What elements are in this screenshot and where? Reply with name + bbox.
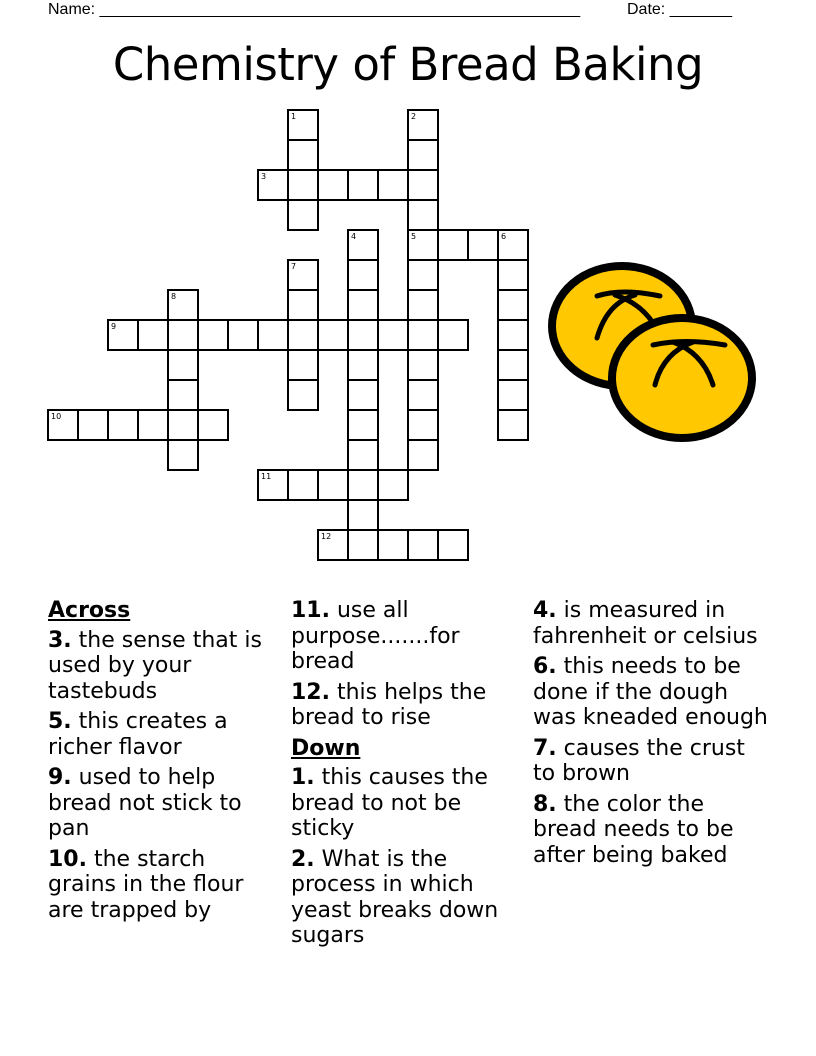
grid-cell[interactable] bbox=[287, 379, 319, 411]
grid-cell[interactable] bbox=[317, 169, 349, 201]
grid-cell[interactable] bbox=[167, 349, 199, 381]
grid-cell[interactable] bbox=[317, 529, 349, 561]
grid-cell[interactable] bbox=[317, 319, 349, 351]
grid-cell[interactable] bbox=[377, 169, 409, 201]
clue-across-10: 10. the starch grains in the flour are trapped by bbox=[48, 846, 244, 923]
grid-cell[interactable] bbox=[347, 379, 379, 411]
clue-number: 11 bbox=[261, 472, 272, 481]
grid-cell[interactable] bbox=[287, 349, 319, 381]
grid-cell[interactable] bbox=[137, 409, 169, 441]
grid-cell[interactable] bbox=[167, 409, 199, 441]
grid-cell[interactable] bbox=[287, 259, 319, 291]
clue-down-6: 6. this needs to be done if the dough was kneaded enough bbox=[533, 654, 768, 730]
grid-cell[interactable] bbox=[407, 169, 439, 201]
clue-number: 2 bbox=[411, 112, 417, 121]
clue-number: 5 bbox=[411, 232, 417, 241]
grid-cell[interactable] bbox=[287, 109, 319, 141]
clue-number: 12 bbox=[321, 532, 332, 541]
grid-cell[interactable] bbox=[257, 469, 289, 501]
grid-cell[interactable] bbox=[437, 319, 469, 351]
grid-cell[interactable] bbox=[407, 289, 439, 321]
grid-cell[interactable] bbox=[407, 409, 439, 441]
grid-cell[interactable] bbox=[497, 409, 529, 441]
clues-column-2 bbox=[291, 598, 521, 954]
crossword-grid bbox=[48, 110, 528, 570]
page-title: Chemistry of Bread Baking bbox=[112, 38, 704, 91]
grid-cell[interactable] bbox=[347, 499, 379, 531]
grid-cell[interactable] bbox=[407, 529, 439, 561]
grid-cell[interactable] bbox=[407, 319, 439, 351]
clue-down-1: 1. this causes the bread to not be sticky bbox=[291, 765, 488, 841]
grid-cell[interactable] bbox=[347, 469, 379, 501]
grid-cell[interactable] bbox=[287, 199, 319, 231]
grid-cell[interactable] bbox=[287, 469, 319, 501]
clue-across-11: 11. use all purpose.......for bread bbox=[291, 598, 460, 674]
grid-cell[interactable] bbox=[347, 439, 379, 471]
grid-cell[interactable] bbox=[347, 409, 379, 441]
grid-cell[interactable] bbox=[407, 199, 439, 231]
clue-number: 7 bbox=[291, 262, 297, 271]
grid-cell[interactable] bbox=[437, 229, 469, 261]
grid-cell[interactable] bbox=[377, 529, 409, 561]
down-heading: Down bbox=[291, 735, 361, 761]
grid-cell[interactable] bbox=[347, 289, 379, 321]
clue-down-2: 2. What is the process in which yeast breaks down sugars bbox=[291, 846, 499, 948]
grid-cell[interactable] bbox=[347, 319, 379, 351]
grid-cell[interactable] bbox=[287, 289, 319, 321]
clue-down-7: 7. causes the crust to brown bbox=[533, 735, 745, 786]
grid-cell[interactable] bbox=[407, 379, 439, 411]
name-field-label: Name: ______________________________________________________ bbox=[48, 1, 581, 18]
clues-column-1 bbox=[48, 598, 278, 928]
clue-number: 8 bbox=[171, 292, 177, 301]
clue-number: 3 bbox=[261, 172, 267, 181]
grid-cell[interactable] bbox=[467, 229, 499, 261]
grid-cell[interactable] bbox=[377, 469, 409, 501]
grid-cell[interactable] bbox=[167, 289, 199, 321]
grid-cell[interactable] bbox=[167, 439, 199, 471]
grid-cell[interactable] bbox=[107, 409, 139, 441]
grid-cell[interactable] bbox=[197, 409, 229, 441]
clue-down-4: 4. is measured in fahrenheit or celsius bbox=[533, 598, 758, 649]
clue-across-12: 12. this helps the bread to rise bbox=[291, 679, 487, 730]
clue-across-3: 3. the sense that is used by your tastebuds bbox=[48, 627, 262, 704]
grid-cell[interactable] bbox=[47, 409, 79, 441]
clue-number: 6 bbox=[501, 232, 507, 241]
grid-cell[interactable] bbox=[497, 289, 529, 321]
grid-cell[interactable] bbox=[497, 229, 529, 261]
grid-cell[interactable] bbox=[437, 529, 469, 561]
grid-cell[interactable] bbox=[197, 319, 229, 351]
grid-cell[interactable] bbox=[167, 379, 199, 411]
grid-cell[interactable] bbox=[167, 319, 199, 351]
grid-cell[interactable] bbox=[347, 229, 379, 261]
grid-cell[interactable] bbox=[107, 319, 139, 351]
grid-cell[interactable] bbox=[407, 259, 439, 291]
clue-number: 4 bbox=[351, 232, 357, 241]
grid-cell[interactable] bbox=[347, 169, 379, 201]
grid-cell[interactable] bbox=[497, 319, 529, 351]
grid-cell[interactable] bbox=[77, 409, 109, 441]
grid-cell[interactable] bbox=[407, 109, 439, 141]
grid-cell[interactable] bbox=[407, 439, 439, 471]
clue-across-5: 5. this creates a richer flavor bbox=[48, 709, 228, 760]
grid-cell[interactable] bbox=[347, 349, 379, 381]
grid-cell[interactable] bbox=[287, 139, 319, 171]
grid-cell[interactable] bbox=[257, 319, 289, 351]
grid-cell[interactable] bbox=[407, 139, 439, 171]
clue-number: 9 bbox=[111, 322, 117, 331]
clue-number: 1 bbox=[291, 112, 297, 121]
clues-column-3 bbox=[533, 598, 773, 873]
grid-cell[interactable] bbox=[377, 319, 409, 351]
grid-cell[interactable] bbox=[347, 529, 379, 561]
grid-cell[interactable] bbox=[137, 319, 169, 351]
grid-cell[interactable] bbox=[407, 229, 439, 261]
clue-down-8: 8. the color the bread needs to be after being baked bbox=[533, 791, 734, 868]
grid-cell[interactable] bbox=[497, 259, 529, 291]
clue-across-9: 9. used to help bread not stick to pan bbox=[48, 765, 242, 841]
grid-cell[interactable] bbox=[347, 259, 379, 291]
grid-cell[interactable] bbox=[227, 319, 259, 351]
grid-cell[interactable] bbox=[287, 169, 319, 201]
clue-number: 10 bbox=[51, 412, 62, 421]
grid-cell[interactable] bbox=[317, 469, 349, 501]
grid-cell[interactable] bbox=[497, 349, 529, 381]
bread-rolls-icon bbox=[545, 258, 765, 448]
grid-cell[interactable] bbox=[407, 349, 439, 381]
date-field-label: Date: _______ bbox=[627, 1, 732, 18]
grid-cell[interactable] bbox=[257, 169, 289, 201]
across-heading: Across bbox=[48, 598, 131, 623]
grid-cell[interactable] bbox=[287, 319, 319, 351]
grid-cell[interactable] bbox=[497, 379, 529, 411]
